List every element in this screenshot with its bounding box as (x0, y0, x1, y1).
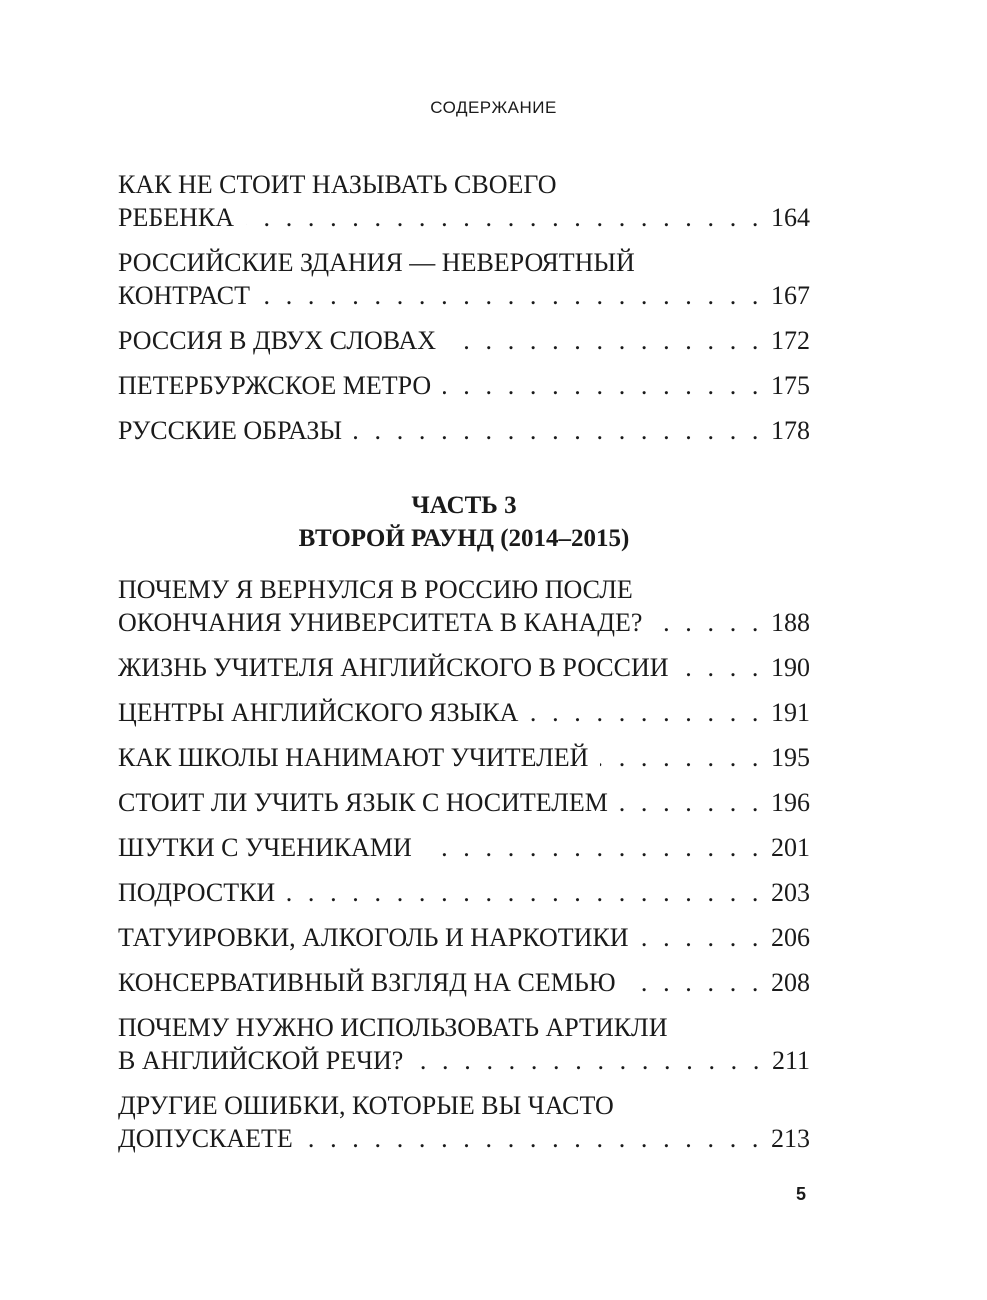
toc-entry (118, 831, 810, 864)
toc-entry-title: ДОПУСКАЕТЕ (118, 1124, 293, 1153)
dot-leader (246, 201, 763, 234)
table-of-contents (118, 168, 810, 1167)
toc-entry-page: 191 (771, 698, 810, 727)
toc-entry-page: 213 (771, 1124, 810, 1153)
dot-leader (620, 786, 763, 819)
toc-entry-page: 206 (771, 923, 810, 952)
dot-leader (262, 279, 763, 312)
toc-entry-title: РОССИЙСКИЕ ЗДАНИЯ — НЕВЕРОЯТНЫЙ (118, 248, 635, 277)
toc-entry-title: ПЕТЕРБУРЖСКОЕ МЕТРО (118, 371, 432, 400)
toc-entry-title: ПОЧЕМУ Я ВЕРНУЛСЯ В РОССИЮ ПОСЛЕ (118, 575, 633, 604)
page-number: 5 (796, 1184, 807, 1204)
toc-entry-line (118, 1122, 810, 1155)
toc-entry (118, 168, 810, 234)
toc-entry-line (118, 246, 810, 279)
toc-entry (118, 651, 810, 684)
toc-entry-title: ШУТКИ С УЧЕНИКАМИ (118, 833, 412, 862)
dot-leader (424, 831, 763, 864)
toc-entry-line (118, 369, 810, 402)
toc-entry-title: ПОДРОСТКИ (118, 878, 276, 907)
toc-entry-line (118, 324, 810, 357)
toc-entry-line (118, 279, 810, 312)
toc-entry-line (118, 831, 810, 864)
part-title: ВТОРОЙ РАУНД (2014–2015) (298, 525, 630, 552)
toc-entry-line (118, 966, 810, 999)
toc-entry-page: 208 (771, 968, 810, 997)
part-heading (118, 489, 810, 555)
toc-entry (118, 414, 810, 447)
toc-entry-page: 196 (771, 788, 810, 817)
toc-entry (118, 369, 810, 402)
toc-entry-title: ЖИЗНЬ УЧИТЕЛЯ АНГЛИЙСКОГО В РОССИИ (118, 653, 669, 682)
toc-entry (118, 786, 810, 819)
dot-leader (287, 876, 763, 909)
dot-leader (681, 651, 763, 684)
toc-entry-title: ЦЕНТРЫ АНГЛИЙСКОГО ЯЗЫКА (118, 698, 519, 727)
toc-entry-title: КОНСЕРВАТИВНЫЙ ВЗГЛЯД НА СЕМЬЮ (118, 968, 616, 997)
toc-entry-line (118, 696, 810, 729)
dot-leader (443, 369, 763, 402)
toc-entry-page: 175 (771, 371, 810, 400)
dot-leader (354, 414, 763, 447)
toc-entry-title: СТОИТ ЛИ УЧИТЬ ЯЗЫК С НОСИТЕЛЕМ (118, 788, 608, 817)
toc-entry-title: ПОЧЕМУ НУЖНО ИСПОЛЬЗОВАТЬ АРТИКЛИ (118, 1013, 668, 1042)
dot-leader (415, 1044, 764, 1077)
dot-leader (305, 1122, 763, 1155)
toc-entry-page: 167 (771, 281, 810, 310)
toc-entry-page: 203 (771, 878, 810, 907)
toc-entry-line (118, 606, 810, 639)
toc-entry-title: РУССКИЕ ОБРАЗЫ (118, 416, 343, 445)
toc-entry-line (118, 741, 810, 774)
part-label: ЧАСТЬ 3 (411, 492, 517, 519)
toc-entry-title: КАК ШКОЛЫ НАНИМАЮТ УЧИТЕЛЕЙ (118, 743, 589, 772)
toc-entry-page: 178 (771, 416, 810, 445)
toc-entry-line (118, 1089, 810, 1122)
toc-entry-line (118, 651, 810, 684)
toc-entry-title: ОКОНЧАНИЯ УНИВЕРСИТЕТА В КАНАДЕ? (118, 608, 643, 637)
toc-entry-line (118, 1011, 810, 1044)
toc-entry (118, 966, 810, 999)
toc-entry-page: 195 (771, 743, 810, 772)
toc-entry (118, 741, 810, 774)
toc-entry-page: 190 (771, 653, 810, 682)
toc-entry (118, 921, 810, 954)
dot-leader (600, 741, 763, 774)
toc-entry-title: В АНГЛИЙСКОЙ РЕЧИ? (118, 1046, 404, 1075)
toc-entry-line (118, 786, 810, 819)
toc-entry (118, 876, 810, 909)
toc-entry (118, 696, 810, 729)
toc-entry (118, 246, 810, 312)
toc-entry-title: ТАТУИРОВКИ, АЛКОГОЛЬ И НАРКОТИКИ (118, 923, 629, 952)
toc-entry-page: 172 (771, 326, 810, 355)
toc-entry-line (118, 1044, 810, 1077)
toc-entry-title: РОССИЯ В ДВУХ СЛОВАХ (118, 326, 437, 355)
toc-entry (118, 324, 810, 357)
toc-entry-page: 201 (771, 833, 810, 862)
toc-entry-line (118, 201, 810, 234)
dot-leader (628, 966, 763, 999)
toc-entry-line (118, 168, 810, 201)
toc-entry-title: ДРУГИЕ ОШИБКИ, КОТОРЫЕ ВЫ ЧАСТО (118, 1091, 614, 1120)
toc-entry (118, 1011, 810, 1077)
toc-entry-line (118, 876, 810, 909)
dot-leader (641, 921, 763, 954)
toc-section-2 (118, 573, 810, 1155)
toc-entry-page: 188 (771, 608, 810, 637)
toc-entry-title: РЕБЕНКА (118, 203, 235, 232)
running-head: СОДЕРЖАНИЕ (430, 98, 557, 117)
toc-entry-line (118, 414, 810, 447)
toc-entry-line (118, 573, 810, 606)
toc-entry-title: КАК НЕ СТОИТ НАЗЫВАТЬ СВОЕГО (118, 170, 557, 199)
toc-entry-page: 211 (771, 1046, 810, 1075)
dot-leader (448, 324, 763, 357)
toc-section-1 (118, 168, 810, 447)
toc-entry (118, 573, 810, 639)
dot-leader (530, 696, 763, 729)
toc-entry-title: КОНТРАСТ (118, 281, 250, 310)
dot-leader (654, 606, 763, 639)
toc-entry-page: 164 (771, 203, 810, 232)
toc-entry-line (118, 921, 810, 954)
toc-entry (118, 1089, 810, 1155)
